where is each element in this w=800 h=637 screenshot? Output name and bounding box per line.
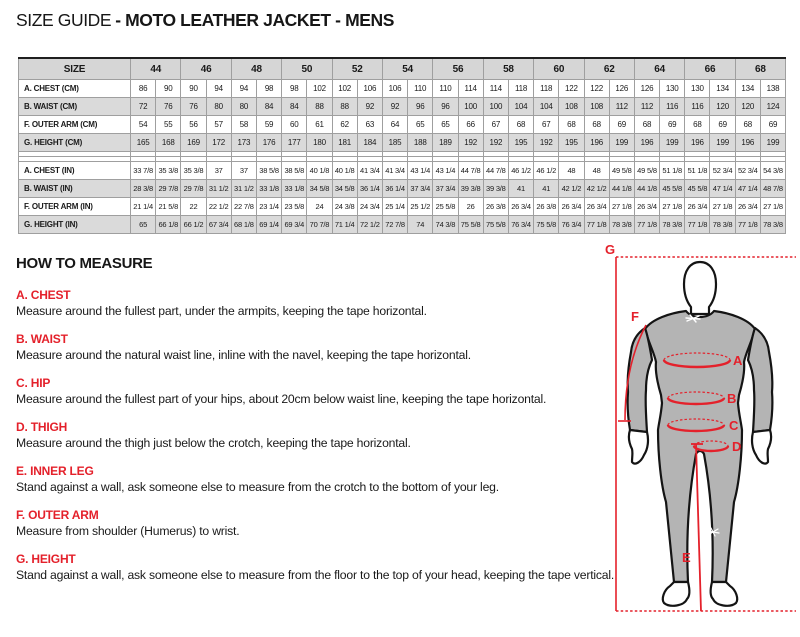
measure-section-text: Measure around the fullest part, under the armpits, keeping the tape horizontal.: [16, 304, 427, 318]
size-value-cell: 52 3/4: [710, 162, 735, 180]
figure-head: [684, 262, 716, 314]
size-value-cell: 68 1/8: [231, 216, 256, 234]
size-value-cell: 72: [131, 98, 156, 116]
size-value-cell: 57: [206, 116, 231, 134]
size-value-cell: 100: [483, 98, 508, 116]
size-value-cell: 172: [206, 134, 231, 152]
size-value-cell: 27 1/8: [710, 198, 735, 216]
measure-section-label: B. WAIST: [16, 332, 68, 346]
size-column-header: 44: [131, 58, 181, 80]
size-value-cell: 78 3/8: [660, 216, 685, 234]
measure-section-text: Measure around the fullest part of your hips, about 20cm below waist line, keeping the tape horizontal.: [16, 392, 547, 406]
size-value-cell: 189: [433, 134, 458, 152]
size-value-cell: 104: [534, 98, 559, 116]
size-value-cell: 43 1/4: [433, 162, 458, 180]
size-value-cell: 72 7/8: [382, 216, 407, 234]
size-value-cell: 112: [609, 98, 634, 116]
size-value-cell: 177: [282, 134, 307, 152]
size-value-cell: 54: [131, 116, 156, 134]
size-value-cell: 33 7/8: [131, 162, 156, 180]
size-value-cell: 102: [332, 80, 357, 98]
page-title: [16, 10, 394, 31]
size-value-cell: 92: [357, 98, 382, 116]
size-value-cell: 23 1/4: [256, 198, 281, 216]
size-value-cell: 122: [584, 80, 609, 98]
measure-section: [16, 552, 616, 583]
size-value-cell: 88: [332, 98, 357, 116]
size-table-row: [19, 198, 786, 216]
measure-section: [16, 376, 616, 407]
size-value-cell: 180: [307, 134, 332, 152]
size-value-cell: 76 3/4: [508, 216, 533, 234]
size-value-cell: 86: [131, 80, 156, 98]
size-value-cell: 66 1/2: [181, 216, 206, 234]
size-column-header: 52: [332, 58, 382, 80]
size-value-cell: 77 1/8: [735, 216, 760, 234]
row-label: G. HEIGHT (CM): [19, 134, 131, 152]
size-value-cell: 199: [660, 134, 685, 152]
size-value-cell: 126: [634, 80, 659, 98]
size-table-row: [19, 80, 786, 98]
measure-section-text: Stand against a wall, ask someone else to measure from the crotch to the bottom of your leg.: [16, 480, 499, 494]
size-value-cell: 44 7/8: [458, 162, 483, 180]
how-to-measure-heading: HOW TO MEASURE: [16, 255, 153, 272]
size-value-cell: 196: [735, 134, 760, 152]
size-value-cell: 65: [131, 216, 156, 234]
figure-left-arm: [628, 328, 652, 432]
size-value-cell: 61: [307, 116, 332, 134]
size-value-cell: 56: [181, 116, 206, 134]
size-value-cell: 27 1/8: [760, 198, 785, 216]
size-value-cell: 120: [710, 98, 735, 116]
size-value-cell: 25 5/8: [433, 198, 458, 216]
size-value-cell: 192: [534, 134, 559, 152]
row-label: B. WAIST (CM): [19, 98, 131, 116]
size-value-cell: 38 5/8: [282, 162, 307, 180]
size-value-cell: 78 3/8: [760, 216, 785, 234]
measure-section-label: D. THIGH: [16, 420, 68, 434]
size-value-cell: 27 1/8: [609, 198, 634, 216]
measure-section-label: C. HIP: [16, 376, 51, 390]
size-value-cell: 22 7/8: [231, 198, 256, 216]
size-value-cell: 67 3/4: [206, 216, 231, 234]
size-value-cell: 66: [458, 116, 483, 134]
size-value-cell: 176: [256, 134, 281, 152]
size-value-cell: 46 1/2: [508, 162, 533, 180]
size-value-cell: 75 5/8: [483, 216, 508, 234]
size-value-cell: 165: [131, 134, 156, 152]
size-value-cell: 181: [332, 134, 357, 152]
how-to-measure: [16, 255, 616, 596]
size-value-cell: 21 5/8: [156, 198, 181, 216]
size-value-cell: 138: [760, 80, 785, 98]
size-value-cell: 169: [181, 134, 206, 152]
size-value-cell: 65: [433, 116, 458, 134]
size-value-cell: 29 7/8: [156, 180, 181, 198]
size-value-cell: 40 1/8: [332, 162, 357, 180]
size-value-cell: 192: [458, 134, 483, 152]
size-value-cell: 64: [382, 116, 407, 134]
size-value-cell: 118: [508, 80, 533, 98]
size-value-cell: 26 3/4: [508, 198, 533, 216]
size-value-cell: 31 1/2: [206, 180, 231, 198]
row-label: F. OUTER ARM (IN): [19, 198, 131, 216]
size-value-cell: 185: [382, 134, 407, 152]
size-value-cell: 80: [206, 98, 231, 116]
size-table-header-row: [19, 58, 786, 80]
size-value-cell: 37: [206, 162, 231, 180]
size-value-cell: 184: [357, 134, 382, 152]
size-value-cell: 110: [408, 80, 433, 98]
size-value-cell: 68: [508, 116, 533, 134]
size-value-cell: 195: [559, 134, 584, 152]
size-value-cell: 25 1/2: [408, 198, 433, 216]
size-value-cell: 62: [332, 116, 357, 134]
size-value-cell: 37: [231, 162, 256, 180]
size-value-cell: 22: [181, 198, 206, 216]
size-value-cell: 26 3/4: [559, 198, 584, 216]
size-value-cell: 48: [559, 162, 584, 180]
size-value-cell: 116: [660, 98, 685, 116]
size-column-header: 46: [181, 58, 231, 80]
size-value-cell: 106: [357, 80, 382, 98]
size-value-cell: 49 5/8: [609, 162, 634, 180]
size-value-cell: 68: [634, 116, 659, 134]
size-value-cell: 23 5/8: [282, 198, 307, 216]
size-value-cell: 42 1/2: [584, 180, 609, 198]
size-value-cell: 80: [231, 98, 256, 116]
figure-left-hand: [629, 430, 648, 464]
size-column-header: 60: [534, 58, 584, 80]
size-value-cell: 39 3/8: [458, 180, 483, 198]
size-table-row: [19, 116, 786, 134]
size-value-cell: 36 1/4: [382, 180, 407, 198]
measure-section: [16, 420, 616, 451]
size-value-cell: 37 3/4: [408, 180, 433, 198]
size-value-cell: 76 3/4: [559, 216, 584, 234]
how-to-measure-list: [16, 288, 616, 583]
size-value-cell: 63: [357, 116, 382, 134]
figure-right-hand: [752, 430, 771, 464]
size-value-cell: 36 1/4: [357, 180, 382, 198]
figure-label-d: D: [732, 439, 742, 454]
size-value-cell: 69: [710, 116, 735, 134]
size-value-cell: 41: [534, 180, 559, 198]
size-value-cell: 173: [231, 134, 256, 152]
size-value-cell: 59: [256, 116, 281, 134]
size-value-cell: 84: [256, 98, 281, 116]
row-label: A. CHEST (IN): [19, 162, 131, 180]
size-value-cell: 38 5/8: [256, 162, 281, 180]
size-value-cell: 24 3/4: [357, 198, 382, 216]
size-value-cell: 69 3/4: [282, 216, 307, 234]
size-value-cell: 43 1/4: [408, 162, 433, 180]
size-value-cell: 114: [458, 80, 483, 98]
figure-label-a: A: [733, 353, 743, 368]
measure-section-label: A. CHEST: [16, 288, 71, 302]
size-value-cell: 77 1/8: [634, 216, 659, 234]
size-value-cell: 35 3/8: [181, 162, 206, 180]
size-value-cell: 98: [256, 80, 281, 98]
size-value-cell: 134: [735, 80, 760, 98]
size-value-cell: 51 1/8: [685, 162, 710, 180]
size-value-cell: 108: [584, 98, 609, 116]
size-value-cell: 126: [609, 80, 634, 98]
size-value-cell: 26 3/4: [735, 198, 760, 216]
size-value-cell: 168: [156, 134, 181, 152]
size-value-cell: 39 3/8: [483, 180, 508, 198]
size-value-cell: 26 3/4: [685, 198, 710, 216]
size-table-row: [19, 134, 786, 152]
size-value-cell: 88: [307, 98, 332, 116]
size-value-cell: 41: [508, 180, 533, 198]
measure-section-text: Stand against a wall, ask someone else to measure from the floor to the top of your head, keeping the tape vertical.: [16, 568, 615, 582]
size-value-cell: 25 1/4: [382, 198, 407, 216]
size-value-cell: 76: [181, 98, 206, 116]
measure-section: [16, 508, 616, 539]
size-value-cell: 47 1/4: [735, 180, 760, 198]
size-column-header: 62: [584, 58, 634, 80]
size-value-cell: 35 3/8: [156, 162, 181, 180]
size-value-cell: 116: [685, 98, 710, 116]
size-value-cell: 44 7/8: [483, 162, 508, 180]
figure-label-f: F: [631, 309, 639, 324]
size-column-header: 58: [483, 58, 533, 80]
measure-section: [16, 332, 616, 363]
measure-figure: [600, 240, 800, 632]
measure-section-label: G. HEIGHT: [16, 552, 76, 566]
size-value-cell: 77 1/8: [685, 216, 710, 234]
size-value-cell: 46 1/2: [534, 162, 559, 180]
size-value-cell: 41 3/4: [382, 162, 407, 180]
size-value-cell: 72 1/2: [357, 216, 382, 234]
size-value-cell: 134: [710, 80, 735, 98]
size-value-cell: 96: [408, 98, 433, 116]
row-label: B. WAIST (IN): [19, 180, 131, 198]
size-value-cell: 41 3/4: [357, 162, 382, 180]
size-value-cell: 120: [735, 98, 760, 116]
size-value-cell: 55: [156, 116, 181, 134]
size-value-cell: 94: [206, 80, 231, 98]
size-table-row: [19, 180, 786, 198]
figure-label-b: B: [727, 391, 737, 406]
size-value-cell: 51 1/8: [660, 162, 685, 180]
size-value-cell: 48: [584, 162, 609, 180]
size-value-cell: 26 3/8: [483, 198, 508, 216]
size-value-cell: 22 1/2: [206, 198, 231, 216]
size-value-cell: 98: [282, 80, 307, 98]
size-table: [18, 57, 786, 234]
size-value-cell: 45 5/8: [660, 180, 685, 198]
size-value-cell: 90: [181, 80, 206, 98]
page-title-prefix: SIZE GUIDE: [16, 10, 112, 30]
size-value-cell: 74: [408, 216, 433, 234]
size-value-cell: 52 3/4: [735, 162, 760, 180]
figure-label-c: C: [729, 418, 739, 433]
size-column-header: 64: [634, 58, 684, 80]
size-value-cell: 199: [609, 134, 634, 152]
size-value-cell: 76: [156, 98, 181, 116]
size-value-cell: 84: [282, 98, 307, 116]
measure-figure-svg: [600, 240, 800, 632]
page-title-product: - MOTO LEATHER JACKET - MENS: [115, 10, 395, 30]
size-value-cell: 60: [282, 116, 307, 134]
size-value-cell: 48 7/8: [760, 180, 785, 198]
size-value-cell: 96: [433, 98, 458, 116]
size-value-cell: 68: [584, 116, 609, 134]
size-value-cell: 130: [685, 80, 710, 98]
size-value-cell: 31 1/2: [231, 180, 256, 198]
size-value-cell: 94: [231, 80, 256, 98]
size-value-cell: 21 1/4: [131, 198, 156, 216]
size-value-cell: 74 3/8: [433, 216, 458, 234]
size-value-cell: 69 1/4: [256, 216, 281, 234]
size-value-cell: 199: [760, 134, 785, 152]
size-value-cell: 65: [408, 116, 433, 134]
size-value-cell: 78 3/8: [710, 216, 735, 234]
size-table-row: [19, 162, 786, 180]
size-value-cell: 114: [483, 80, 508, 98]
size-value-cell: 34 5/8: [332, 180, 357, 198]
size-value-cell: 68: [685, 116, 710, 134]
size-value-cell: 24: [307, 198, 332, 216]
row-label: F. OUTER ARM (CM): [19, 116, 131, 134]
size-value-cell: 24 3/8: [332, 198, 357, 216]
row-label: G. HEIGHT (IN): [19, 216, 131, 234]
measure-section-label: F. OUTER ARM: [16, 508, 99, 522]
size-value-cell: 112: [634, 98, 659, 116]
size-column-header: 56: [433, 58, 483, 80]
size-value-cell: 33 1/8: [282, 180, 307, 198]
size-column-header: 68: [735, 58, 785, 80]
figure-label-e: E: [682, 550, 691, 565]
size-value-cell: 69: [760, 116, 785, 134]
size-value-cell: 68: [735, 116, 760, 134]
size-value-cell: 29 7/8: [181, 180, 206, 198]
size-value-cell: 26: [458, 198, 483, 216]
measure-section-text: Measure around the thigh just below the crotch, keeping the tape horizontal.: [16, 436, 411, 450]
size-value-cell: 66 1/8: [156, 216, 181, 234]
size-value-cell: 42 1/2: [559, 180, 584, 198]
size-value-cell: 199: [710, 134, 735, 152]
size-value-cell: 106: [382, 80, 407, 98]
size-value-cell: 192: [483, 134, 508, 152]
size-value-cell: 26 3/8: [534, 198, 559, 216]
size-value-cell: 75 5/8: [534, 216, 559, 234]
size-value-cell: 69: [660, 116, 685, 134]
size-value-cell: 34 5/8: [307, 180, 332, 198]
measure-section-label: E. INNER LEG: [16, 464, 94, 478]
size-table-corner-label: SIZE: [19, 58, 131, 80]
size-value-cell: 37 3/4: [433, 180, 458, 198]
measure-section: [16, 464, 616, 495]
size-table-row: [19, 216, 786, 234]
size-column-header: 50: [282, 58, 332, 80]
figure-label-g: G: [605, 242, 616, 257]
size-value-cell: 122: [559, 80, 584, 98]
size-value-cell: 77 1/8: [584, 216, 609, 234]
size-value-cell: 196: [584, 134, 609, 152]
size-column-header: 66: [685, 58, 735, 80]
size-table-row: [19, 98, 786, 116]
size-column-header: 48: [231, 58, 281, 80]
size-value-cell: 92: [382, 98, 407, 116]
size-value-cell: 108: [559, 98, 584, 116]
size-value-cell: 44 1/8: [609, 180, 634, 198]
size-value-cell: 110: [433, 80, 458, 98]
size-value-cell: 196: [634, 134, 659, 152]
size-value-cell: 130: [660, 80, 685, 98]
size-value-cell: 26 3/4: [584, 198, 609, 216]
row-label: A. CHEST (CM): [19, 80, 131, 98]
size-value-cell: 33 1/8: [256, 180, 281, 198]
size-value-cell: 54 3/8: [760, 162, 785, 180]
size-value-cell: 45 5/8: [685, 180, 710, 198]
size-value-cell: 26 3/4: [634, 198, 659, 216]
size-value-cell: 71 1/4: [332, 216, 357, 234]
measure-section-text: Measure from shoulder (Humerus) to wrist.: [16, 524, 240, 538]
size-value-cell: 44 1/8: [634, 180, 659, 198]
size-value-cell: 102: [307, 80, 332, 98]
size-value-cell: 40 1/8: [307, 162, 332, 180]
size-value-cell: 28 3/8: [131, 180, 156, 198]
size-value-cell: 67: [534, 116, 559, 134]
size-value-cell: 188: [408, 134, 433, 152]
size-value-cell: 75 5/8: [458, 216, 483, 234]
figure-right-arm: [748, 328, 772, 432]
size-value-cell: 68: [559, 116, 584, 134]
size-column-header: 54: [382, 58, 432, 80]
size-value-cell: 27 1/8: [660, 198, 685, 216]
size-value-cell: 67: [483, 116, 508, 134]
size-value-cell: 69: [609, 116, 634, 134]
size-value-cell: 47 1/4: [710, 180, 735, 198]
size-value-cell: 78 3/8: [609, 216, 634, 234]
size-value-cell: 90: [156, 80, 181, 98]
figure-right-foot: [711, 582, 738, 606]
size-value-cell: 196: [685, 134, 710, 152]
figure-left-foot: [663, 582, 690, 606]
size-value-cell: 195: [508, 134, 533, 152]
size-value-cell: 49 5/8: [634, 162, 659, 180]
size-table-container: [18, 57, 786, 234]
size-value-cell: 118: [534, 80, 559, 98]
measure-section: [16, 288, 616, 319]
size-value-cell: 104: [508, 98, 533, 116]
size-value-cell: 124: [760, 98, 785, 116]
size-value-cell: 100: [458, 98, 483, 116]
measure-section-text: Measure around the natural waist line, inline with the navel, keeping the tape horizontal.: [16, 348, 471, 362]
size-value-cell: 58: [231, 116, 256, 134]
size-value-cell: 70 7/8: [307, 216, 332, 234]
